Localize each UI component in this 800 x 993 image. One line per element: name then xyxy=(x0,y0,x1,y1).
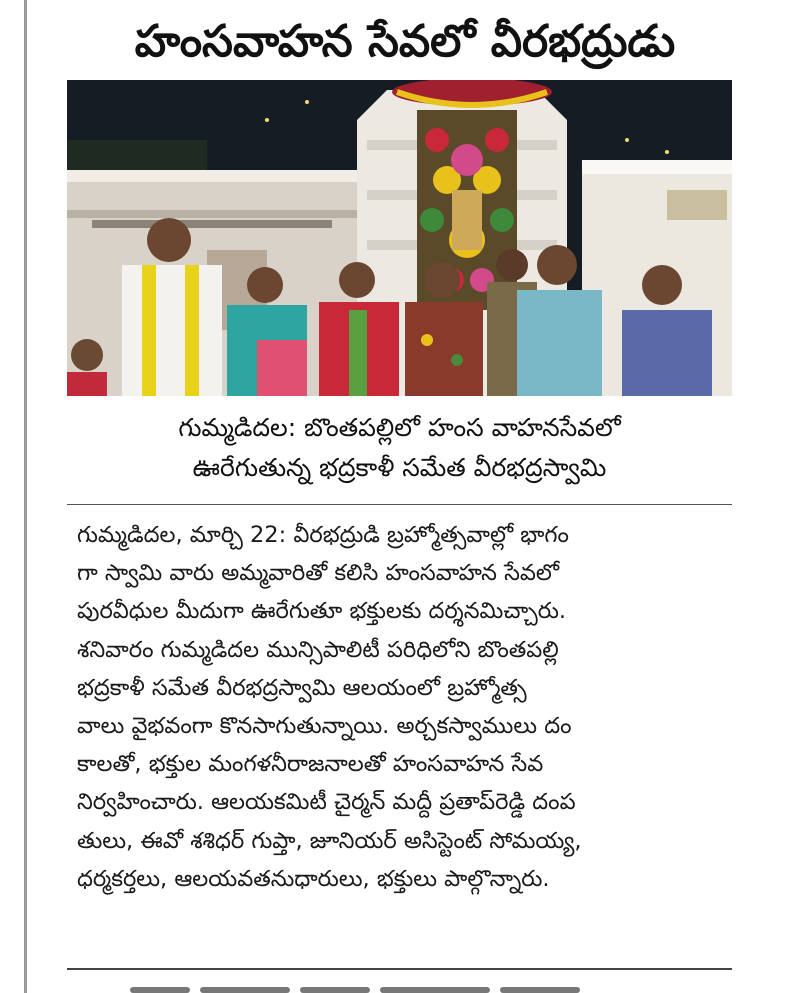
page-left-border xyxy=(24,0,27,993)
temple-procession-photo xyxy=(67,80,732,396)
body-line: తులు, ఈవో శశిధర్ గుప్తా, జూనియర్ అసిస్టెంట్ సోమయ్య, xyxy=(77,827,582,854)
caption-line-1: గుమ్మడిదల: బొంతపల్లిలో హంస వాహనసేవలో xyxy=(178,413,621,442)
body-line: భద్రకాళీ సమేత వీరభద్రస్వామి ఆలయంలో బ్రహ్మోత్స xyxy=(77,674,527,701)
caption-line-2: ఊరేగుతున్న భద్రకాళీ సమేత వీరభద్రస్వామి xyxy=(192,453,607,482)
article-headline: హంసవాహన సేవలో వీరభద్రుడు xyxy=(134,16,676,67)
body-line: నిర్వహించారు. ఆలయకమిటీ చైర్మన్ మద్దీ ప్రతాప్‌రెడ్డి దంప xyxy=(77,789,576,816)
bottom-divider xyxy=(67,968,732,970)
body-line: కాలతో, భక్తుల మంగళనీరాజనాలతో హంసవాహన సేవ xyxy=(77,751,544,778)
body-line: గా స్వామి వారు అమ్మవారితో కలిసి హంసవాహన సేవలో xyxy=(77,560,560,587)
next-article-fragment xyxy=(130,978,690,993)
caption-divider xyxy=(67,504,732,505)
body-line: ధర్మకర్తలు, ఆలయవతనుధారులు, భక్తులు పాల్గొన్నారు. xyxy=(77,865,550,892)
photo-caption xyxy=(67,408,732,488)
article-body xyxy=(77,516,732,898)
body-line: గుమ్మడిదల, మార్చి 22: వీరభద్రుడి బ్రహ్మోత్సవాల్లో భాగం xyxy=(77,522,569,548)
body-line: శనివారం గుమ్మడిదల మున్సిపాలిటీ పరిధిలోని బొంతపల్లి xyxy=(77,636,559,663)
article-photo xyxy=(67,80,732,396)
body-line: వాలు వైభవంగా కొనసాగుతున్నాయి. అర్చకస్వాములు దం xyxy=(77,713,572,740)
body-line: పురవీధుల మీదుగా ఊరేగుతూ భక్తులకు దర్శనమిచ్చారు. xyxy=(77,598,567,625)
